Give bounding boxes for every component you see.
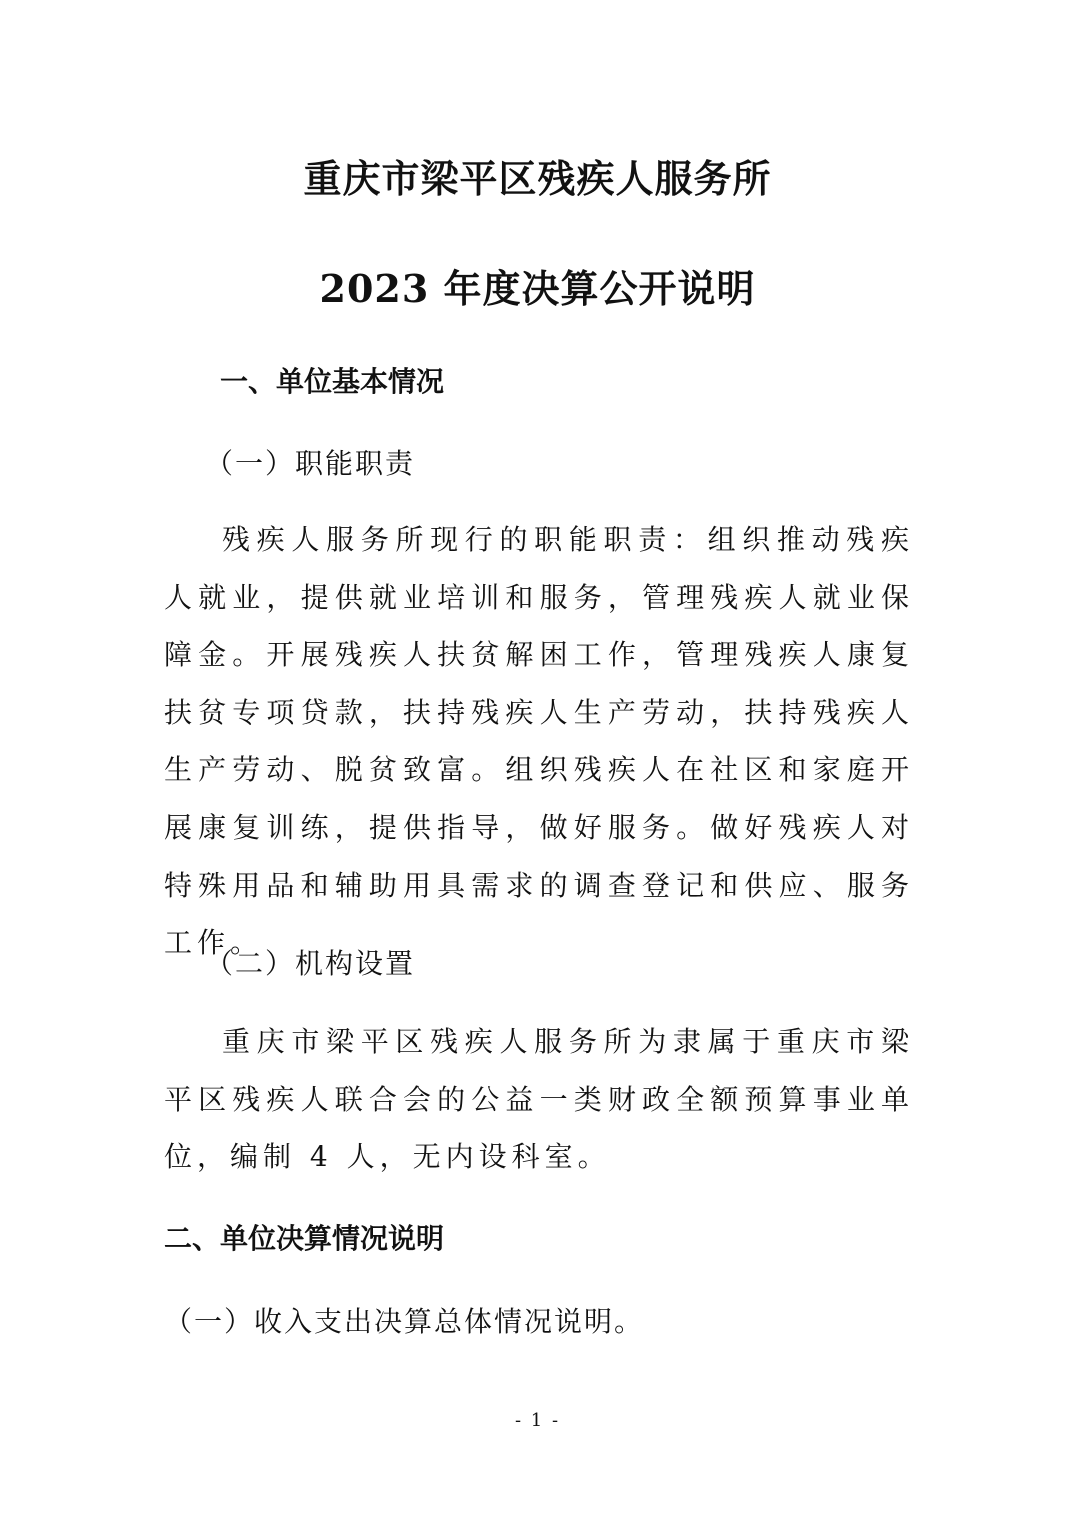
- document-title-line-1: 重庆市梁平区残疾人服务所: [303, 156, 772, 201]
- subsection-heading-2-1: （一）收入支出决算总体情况说明。: [164, 1305, 645, 1338]
- page-number: - 1 -: [514, 1410, 561, 1431]
- subsection-heading-1-2: （二）机构设置: [205, 947, 416, 980]
- section-heading-2: 二、单位决算情况说明: [164, 1222, 445, 1255]
- section-heading-1: 一、单位基本情况: [220, 365, 445, 398]
- paragraph-organization: 重庆市梁平区残疾人服务所为隶属于重庆市梁平区残疾人联合会的公益一类财政全额预算事业单位，编制 4 人，无内设科室。: [164, 1025, 914, 1174]
- document-title-line-2: 2023 年度决算公开说明: [319, 266, 756, 311]
- paragraph-functions: 残疾人服务所现行的职能职责：组织推动残疾人就业，提供就业培训和服务，管理残疾人就业保障金。开展残疾人扶贫解困工作，管理残疾人康复扶贫专项贷款，扶持残疾人生产劳动，扶持残疾人生产劳动、脱贫致富。组织残疾人在社区和家庭开展康复训练，提供指导，做好服务。做好残疾人对特殊用品和辅助用具需求的调查登记和供应、服务工作。: [164, 523, 914, 960]
- subsection-heading-1-1: （一）职能职责: [205, 447, 416, 480]
